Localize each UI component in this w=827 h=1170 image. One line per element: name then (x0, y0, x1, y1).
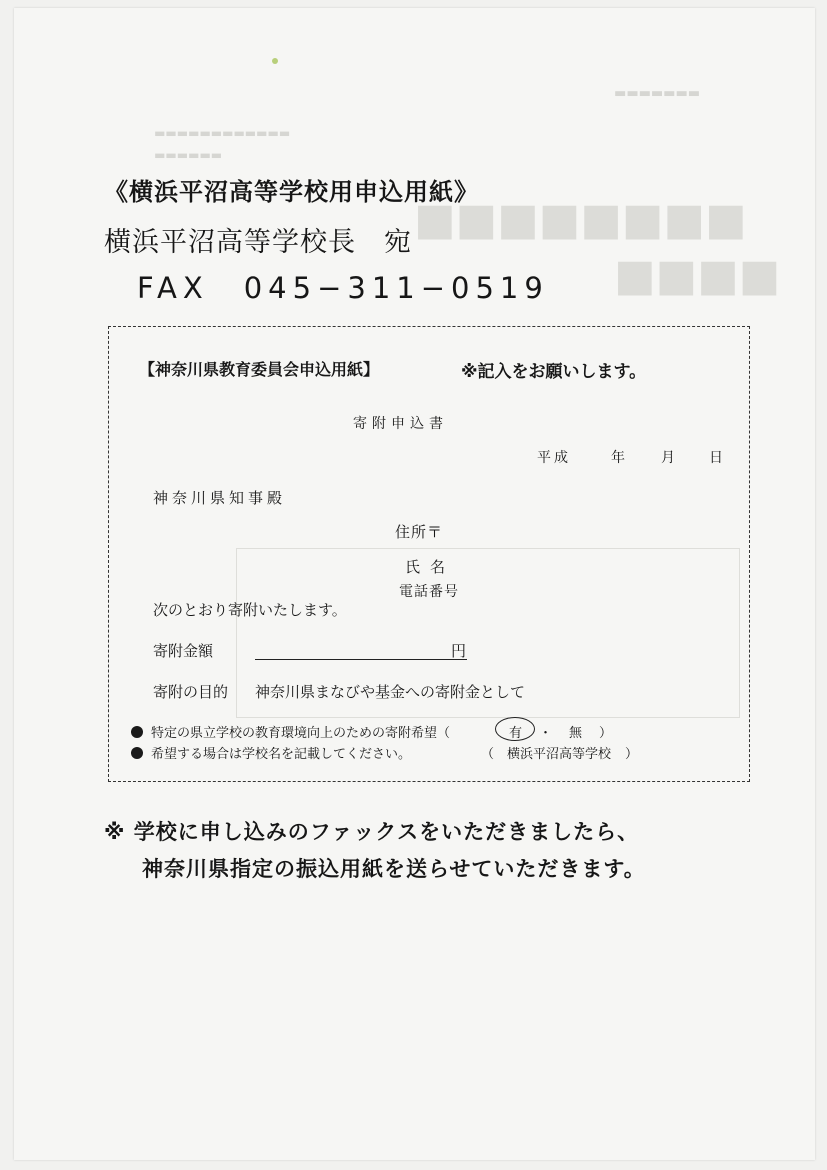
option-close: ） (599, 726, 613, 741)
addressee: 横浜平沼高等学校長 宛 (104, 227, 412, 258)
school-instruction: 希望する場合は学校名を記載してください。 (151, 747, 412, 762)
statement: 次のとおり寄附いたします。 (153, 601, 347, 619)
amount-label: 寄附金額 (153, 642, 214, 660)
address-label: 住所〒 (395, 523, 444, 541)
page-title: 《横浜平沼高等学校用申込用紙》 (104, 178, 479, 206)
date-day-label: 日 (709, 450, 723, 466)
amount-field[interactable] (255, 659, 467, 660)
bleed-through-text: ▬▬▬▬▬▬ (154, 148, 223, 162)
date-era: 平成 (537, 450, 571, 466)
bleed-through-heading: ■■■■ (614, 250, 781, 301)
notice-line-1: ※ 学校に申し込みのファックスをいただきましたら、 (104, 820, 640, 844)
document-title: 寄附申込書 (353, 416, 448, 432)
recipient: 神奈川県知事殿 (153, 489, 287, 507)
bleed-through-text: ▬▬▬▬▬▬▬▬▬▬▬▬ (154, 126, 291, 140)
option-separator: ・ (539, 726, 553, 741)
fax-number: FAX 045−311−0519 (137, 271, 549, 305)
school-paren-close: ） (625, 747, 639, 762)
name-label: 氏名 (405, 558, 456, 576)
purpose-value: 神奈川県まなびや基金への寄附金として (255, 683, 526, 701)
school-paren-open: （ (481, 747, 495, 762)
wish-text: 特定の県立学校の教育環境向上のための寄附希望（ (151, 726, 451, 741)
bleed-through-text: ▬▬▬▬▬▬▬ (614, 86, 700, 101)
option-no[interactable]: 無 (569, 726, 583, 741)
bullet-icon (131, 726, 143, 738)
bullet-icon (131, 747, 143, 759)
phone-label: 電話番号 (399, 584, 459, 600)
purpose-label: 寄附の目的 (153, 683, 229, 701)
date-year-label: 年 (611, 450, 625, 466)
paper-mark (272, 58, 278, 64)
option-yes[interactable]: 有 (509, 726, 523, 741)
school-name-field[interactable]: 横浜平沼高等学校 (507, 747, 612, 762)
bleed-through-heading: ■■■■■■■■ (414, 194, 747, 245)
amount-unit: 円 (451, 642, 467, 660)
notice-line-2: 神奈川県指定の振込用紙を送らせていただきます。 (142, 857, 646, 881)
form-header: 【神奈川県教育委員会申込用紙】 (139, 360, 380, 379)
date-month-label: 月 (661, 450, 675, 466)
application-form (108, 326, 750, 782)
form-note: ※記入をお願いします。 (461, 362, 647, 382)
